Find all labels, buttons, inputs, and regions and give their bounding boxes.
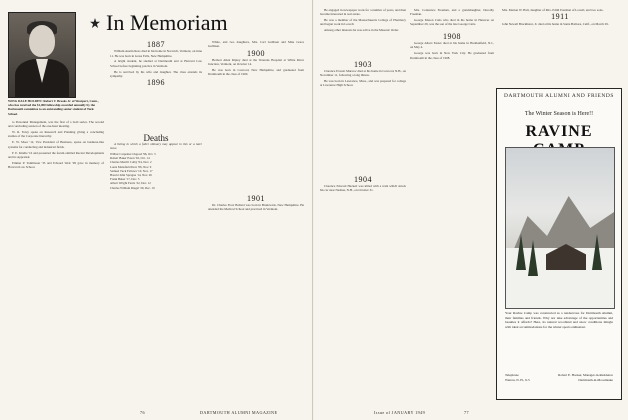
death-entry: Harold John Sprague '14, Nov. 26 bbox=[110, 173, 152, 178]
ad-headline: RAVINE bbox=[525, 123, 593, 140]
deaths-list bbox=[110, 152, 202, 190]
death-entry: Wilbur Carpenter Osgood '96, Oct. 3 bbox=[110, 152, 156, 157]
paragraph: John Newell Brackhurst, Jr. died at his home in Santa Barbara, Calif., on March 29. bbox=[502, 21, 609, 26]
star-ornament-icon bbox=[90, 18, 100, 28]
ad-phone-number: Warren, N. H., 9-3 bbox=[505, 378, 530, 382]
paragraph: Among other interests he was active in the Masonic Order. bbox=[324, 28, 399, 33]
paragraph: Mrs. Constance Freeman, and a granddaughter, Dorothy Freeman. bbox=[410, 8, 494, 17]
magazine-name: DARTMOUTH ALUMNI MAGAZINE bbox=[200, 410, 278, 415]
paragraph: A bright student, he studied at Dartmouth and at Harvard Law School before beginning practice in Vermont. bbox=[110, 59, 202, 68]
ad-location: Dartmouth-in-Moosilauke bbox=[578, 378, 613, 382]
paragraph: Clarence Edward Hackett was killed with a train which struck his car near Nashua, N.H., on October 31. bbox=[320, 184, 406, 193]
page-number: 77 bbox=[464, 410, 469, 415]
paragraph: He was a member of the Massachusetts College of Pharmacy and began work in Lowell. bbox=[320, 18, 406, 27]
class-year-heading: 1903 bbox=[354, 59, 372, 69]
ad-body-text: Your Ravine Camp was constructed as a rendezvous for Dartmouth Alumni, their families and friends. Why not take advantage of the opportunities and beauties it affords? Here, its natural woodland and snow conditions mingle with ideal accommodations for the winter sports enthusiast. bbox=[505, 311, 613, 329]
paragraph: F. E. Kindle '16 and presented the forum entitled Recent Developments and its Appraisal. bbox=[8, 150, 104, 159]
death-entry: Frank Baker '17, Dec. 5 bbox=[110, 177, 140, 182]
ad-manager: Robert E. Hooker, Manager-in-Residence bbox=[558, 373, 613, 377]
paragraph: George Mason Cutts who died in his home in Hanover on September 29, was the son of the late George Cutts. bbox=[410, 18, 494, 27]
paragraph: E. W. Moor '12, Vice President of Business, spoke on business-like systems for conducting and industrial fields. bbox=[8, 140, 104, 149]
paragraph: White, and two daughters, Mrs. Carl Gullixen and Miss Grace Gullixen. bbox=[208, 40, 304, 49]
death-entry: Charles William Riegel '29, Dec. 19 bbox=[110, 185, 155, 190]
paragraph: He is survived by his wife and daughter. The class extends its sympathy. bbox=[110, 69, 202, 78]
paragraph: to Personnel Management, was the first of a bold series. The second and concluding session of the one-hour meeting. bbox=[8, 120, 104, 129]
paragraph: George Albert Easter died at his home in Haddonfield, N.J., on May 4. bbox=[410, 41, 494, 50]
ad-org-line: DARTMOUTH ALUMNI AND FRIENDS bbox=[503, 93, 615, 99]
right-column-2 bbox=[410, 8, 494, 61]
left-column-1 bbox=[8, 120, 104, 171]
deaths-intro: A listing in which a fuller obituary may appear in this or a later issue. bbox=[110, 141, 202, 151]
left-column-2 bbox=[110, 40, 202, 190]
death-entry: Albert Wright Ferris '22, Dec. 12 bbox=[110, 181, 151, 186]
class-year-heading: 1896 bbox=[147, 78, 165, 88]
paragraph: George was born in New York City. He graduated from Dartmouth in the class of 1908. bbox=[410, 51, 494, 60]
left-page bbox=[0, 0, 313, 420]
issue-date: Issue of JANUARY 1949 bbox=[374, 410, 426, 415]
left-column-3 bbox=[208, 40, 304, 213]
paragraph: Clarence Everett Murrow died at his home in Concord, N.H., on November 11, following a long illness. bbox=[320, 68, 406, 78]
class-year-heading: 1901 bbox=[247, 193, 265, 203]
class-year-heading: 1908 bbox=[443, 31, 461, 41]
class-year-heading: 1904 bbox=[354, 174, 372, 184]
death-entry: Louis Mansfield Dow '06, Nov. 9 bbox=[110, 164, 152, 169]
ravine-camp-photo bbox=[505, 147, 615, 309]
class-year-heading: 1887 bbox=[147, 40, 165, 49]
right-column-3 bbox=[498, 8, 622, 27]
death-entry: Samuel Tuck Fellows '10, Nov. 17 bbox=[110, 168, 153, 173]
paragraph: Emmet P. Tomlinson '33 and Edward Weir '09 gave in memory of Harvard Law School. bbox=[8, 160, 104, 170]
ravine-camp-advertisement bbox=[496, 88, 622, 400]
death-entry: Robert Baker Eaton '02, Oct. 14 bbox=[110, 156, 150, 161]
class-year-heading: 1911 bbox=[551, 12, 569, 22]
portrait-photo bbox=[8, 12, 76, 98]
paragraph: Mrs. Marion W. Hall, daughter of Mrs. Edith Eastman of Lowell, and two sons. bbox=[502, 8, 604, 12]
photo-caption: WING DALE HOLDEN: Robert V. Brooks Jr. of Westport, Conn., who has received the $1,000 fellowship awarded annually by the Dartmouth committee to an outstanding senior student of Tuck School. bbox=[8, 99, 99, 116]
page-title: In Memoriam bbox=[106, 10, 228, 35]
right-page bbox=[314, 0, 628, 420]
paragraph: Dr. Charles Frost Ballard was born in Brunswick, New Hampshire. He attended the Medical School and practiced in Vermont. bbox=[208, 202, 304, 212]
paragraph: He was born in Lawrence, Mass., and was prepared for college at Lawrence High School. bbox=[320, 79, 406, 88]
ad-phone-label: Telephone bbox=[505, 373, 519, 377]
paragraph: He engaged in newspaper work for a number of years, and then became interested in real estate. bbox=[320, 8, 406, 17]
death-entry: Charles Merrill Colby '04, Nov. 2 bbox=[110, 160, 152, 165]
right-column-1 bbox=[320, 8, 406, 194]
class-year-heading: 1900 bbox=[247, 48, 265, 58]
deaths-heading: Deaths bbox=[143, 132, 169, 143]
ad-season-line: The Winter Season is Here!! bbox=[524, 111, 594, 117]
paragraph: He was born in Concord, New Hampshire, and graduated from Dartmouth in the class of 1900. bbox=[208, 68, 304, 77]
page-number: 76 bbox=[140, 410, 145, 415]
paragraph: W. R. Foley spoke on Research and Planning giving a concluding studies of the Corporate hierarchy. bbox=[8, 130, 104, 139]
paragraph: Herbert Allen Ripley died at the Veterans Hospital at White River Junction, Vermont, on October 14. bbox=[208, 57, 304, 67]
paragraph: William Austin Ross died in his home in Norwich, Vermont, on June 11. He was born in Grass Falls, New Hampshire. bbox=[110, 49, 202, 58]
